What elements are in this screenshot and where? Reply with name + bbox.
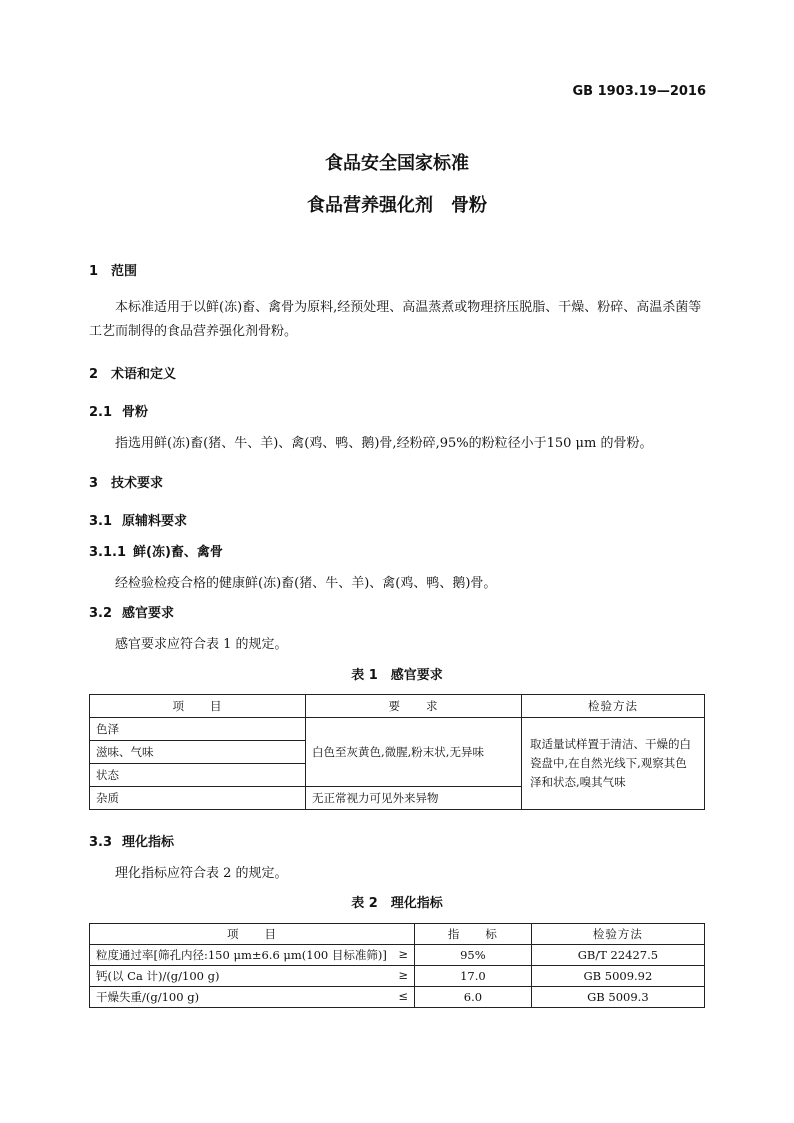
value-cell: 17.0 xyxy=(415,966,532,987)
table-row xyxy=(90,945,705,966)
section-2-1-text: 指选用鲜(冻)畜(猪、牛、羊)、禽(鸡、鸭、鹅)骨,经粉碎,95%的粉粒径小于150 μm 的骨粉。 xyxy=(115,436,653,451)
comparison-symbol: ≤ xyxy=(398,989,408,1003)
section-3-3-text: 理化指标应符合表 2 的规定。 xyxy=(115,866,288,881)
sensory-requirements-table xyxy=(89,694,705,810)
table-row xyxy=(90,718,705,741)
value-cell: 95% xyxy=(415,945,532,966)
method-cell: GB/T 22427.5 xyxy=(531,945,704,966)
section-3-1-1-text: 经检验检疫合格的健康鲜(冻)畜(猪、牛、羊)、禽(鸡、鸭、鹅)骨。 xyxy=(115,576,497,591)
document-subtitle: 食品营养强化剂 骨粉 xyxy=(307,195,487,216)
item-cell xyxy=(90,945,415,966)
section-title: 理化指标 xyxy=(122,835,175,850)
section-title: 感官要求 xyxy=(122,606,175,621)
section-number: 2 xyxy=(89,367,99,382)
table-row xyxy=(90,966,705,987)
requirement-cell: 白色至灰黄色,微腥,粉末状,无异味 xyxy=(306,718,522,787)
section-title: 范围 xyxy=(111,264,138,279)
requirement-cell: 无正常视力可见外来异物 xyxy=(306,787,522,810)
section-3-2-text: 感官要求应符合表 1 的规定。 xyxy=(115,637,288,652)
section-3-3-heading xyxy=(89,831,174,850)
section-title: 术语和定义 xyxy=(111,367,177,382)
method-cell: GB 5009.3 xyxy=(531,987,704,1008)
section-number: 2.1 xyxy=(89,405,113,420)
table-header-row xyxy=(90,695,705,718)
column-header: 检验方法 xyxy=(531,924,704,945)
section-number: 3.1.1 xyxy=(89,545,127,560)
section-1-text: 本标准适用于以鲜(冻)畜、禽骨为原料,经预处理、高温蒸煮或物理挤压脱脂、干燥、粉碎、高温杀菌等工艺而制得的食品营养强化剂骨粉。 xyxy=(89,300,702,339)
method-cell: 取适量试样置于清洁、干燥的白瓷盘中,在自然光线下,观察其色泽和状态,嗅其气味 xyxy=(522,718,705,810)
section-3-1-1-heading xyxy=(89,541,223,560)
table-header-row xyxy=(90,924,705,945)
table-1-caption: 表 1 感官要求 xyxy=(351,668,443,683)
table-row xyxy=(90,987,705,1008)
item-cell: 状态 xyxy=(90,764,306,787)
section-number: 3.2 xyxy=(89,606,113,621)
item-label: 钙(以 Ca 计)/(g/100 g) xyxy=(96,969,220,983)
comparison-symbol: ≥ xyxy=(398,968,408,982)
method-cell: GB 5009.92 xyxy=(531,966,704,987)
item-cell xyxy=(90,966,415,987)
section-2-heading xyxy=(89,363,176,382)
section-number: 3.3 xyxy=(89,835,113,850)
item-cell xyxy=(90,987,415,1008)
section-title: 骨粉 xyxy=(122,405,149,420)
item-cell: 杂质 xyxy=(90,787,306,810)
item-label: 干燥失重/(g/100 g) xyxy=(96,990,200,1004)
column-header: 指 标 xyxy=(415,924,532,945)
column-header: 项 目 xyxy=(90,924,415,945)
section-title: 原辅料要求 xyxy=(122,514,188,529)
value-cell: 6.0 xyxy=(415,987,532,1008)
item-cell: 滋味、气味 xyxy=(90,741,306,764)
item-label: 粒度通过率[筛孔内径:150 μm±6.6 μm(100 目标准筛)] xyxy=(96,948,387,962)
column-header: 检验方法 xyxy=(522,695,705,718)
item-cell: 色泽 xyxy=(90,718,306,741)
comparison-symbol: ≥ xyxy=(398,947,408,961)
section-3-heading xyxy=(89,472,163,491)
table-2-caption: 表 2 理化指标 xyxy=(351,896,443,911)
section-3-2-heading xyxy=(89,602,174,621)
physicochemical-indicators-table xyxy=(89,923,705,1008)
column-header: 项 目 xyxy=(90,695,306,718)
section-title: 鲜(冻)畜、禽骨 xyxy=(133,545,223,560)
section-1-heading xyxy=(89,260,137,279)
section-number: 3 xyxy=(89,476,99,491)
section-2-1-heading xyxy=(89,401,148,420)
document-title: 食品安全国家标准 xyxy=(325,153,469,174)
section-number: 1 xyxy=(89,264,99,279)
section-3-1-heading xyxy=(89,510,187,529)
section-title: 技术要求 xyxy=(111,476,164,491)
column-header: 要 求 xyxy=(306,695,522,718)
section-number: 3.1 xyxy=(89,514,113,529)
standard-code: GB 1903.19—2016 xyxy=(572,84,706,99)
